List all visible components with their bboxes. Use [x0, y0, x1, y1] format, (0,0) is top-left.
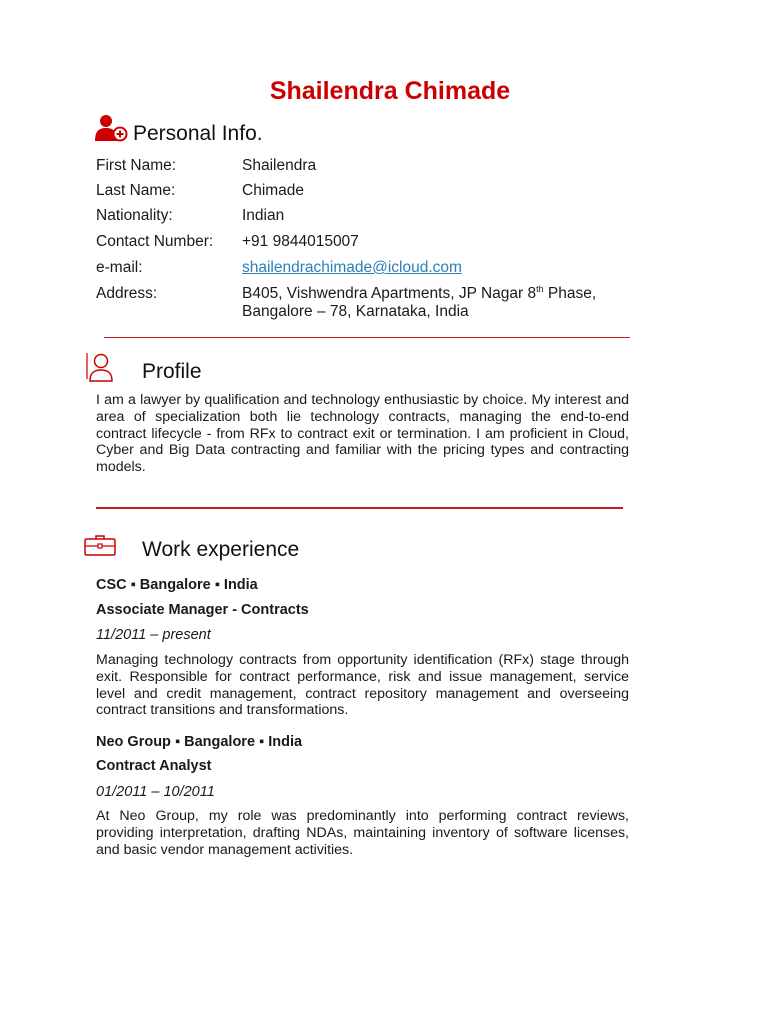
job-company: Neo Group ▪ Bangalore ▪ India [96, 734, 303, 750]
info-value: Shailendra [242, 157, 317, 174]
profile-summary: I am a lawyer by qualification and technology enthusiastic by choice. My interest and area of specialization both lie technology contracts, managing the end-to-end contract lifecycle - from RFx to contract exit or termination. I am proficient in Cloud, Cyber and Big Data contracting and familiar with the pricing types and contracting models. [96, 392, 629, 476]
address-line-2: Bangalore – 78, Karnataka, India [242, 303, 469, 320]
info-label: First Name: [96, 157, 177, 174]
info-label: Address: [96, 285, 158, 302]
info-label: e-mail: [96, 259, 143, 276]
address-text: B405, Vishwendra Apartments, JP Nagar 8 [242, 285, 537, 302]
address-text: Phase, [543, 285, 597, 302]
person-add-icon [95, 113, 129, 143]
info-label: Last Name: [96, 182, 176, 199]
person-outline-icon [86, 351, 118, 383]
personal-info-heading: Personal Info. [133, 122, 263, 145]
resume-name: Shailendra Chimade [269, 77, 511, 105]
info-value: Indian [242, 207, 285, 224]
ordinal-suffix: th [536, 283, 544, 294]
briefcase-icon [84, 534, 116, 558]
email-link[interactable]: shailendrachimade@icloud.com [242, 259, 462, 276]
job-role: Associate Manager - Contracts [96, 602, 309, 618]
info-value: Chimade [242, 182, 305, 199]
profile-heading: Profile [142, 360, 202, 383]
info-label: Contact Number: [96, 233, 214, 250]
job-description: At Neo Group, my role was predominantly into performing contract reviews, providing interpretation, drafting NDAs, maintaining inventory of software licenses, and basic vendor management activities. [96, 808, 629, 858]
job-description: Managing technology contracts from opportunity identification (RFx) stage through exit. Responsible for contract performance, risk and issue management, service level and credit management, contract repository management and overseeing contract transitions and transformations. [96, 652, 629, 719]
section-divider [96, 507, 623, 509]
job-company: CSC ▪ Bangalore ▪ India [96, 577, 258, 593]
info-label: Nationality: [96, 207, 173, 224]
job-dates: 11/2011 – present [96, 627, 211, 643]
address-line-1 [242, 285, 596, 303]
info-value: +91 9844015007 [242, 233, 359, 250]
work-experience-heading: Work experience [142, 538, 300, 561]
job-role: Contract Analyst [96, 758, 212, 774]
section-divider [104, 337, 630, 338]
job-dates: 01/2011 – 10/2011 [96, 784, 215, 800]
